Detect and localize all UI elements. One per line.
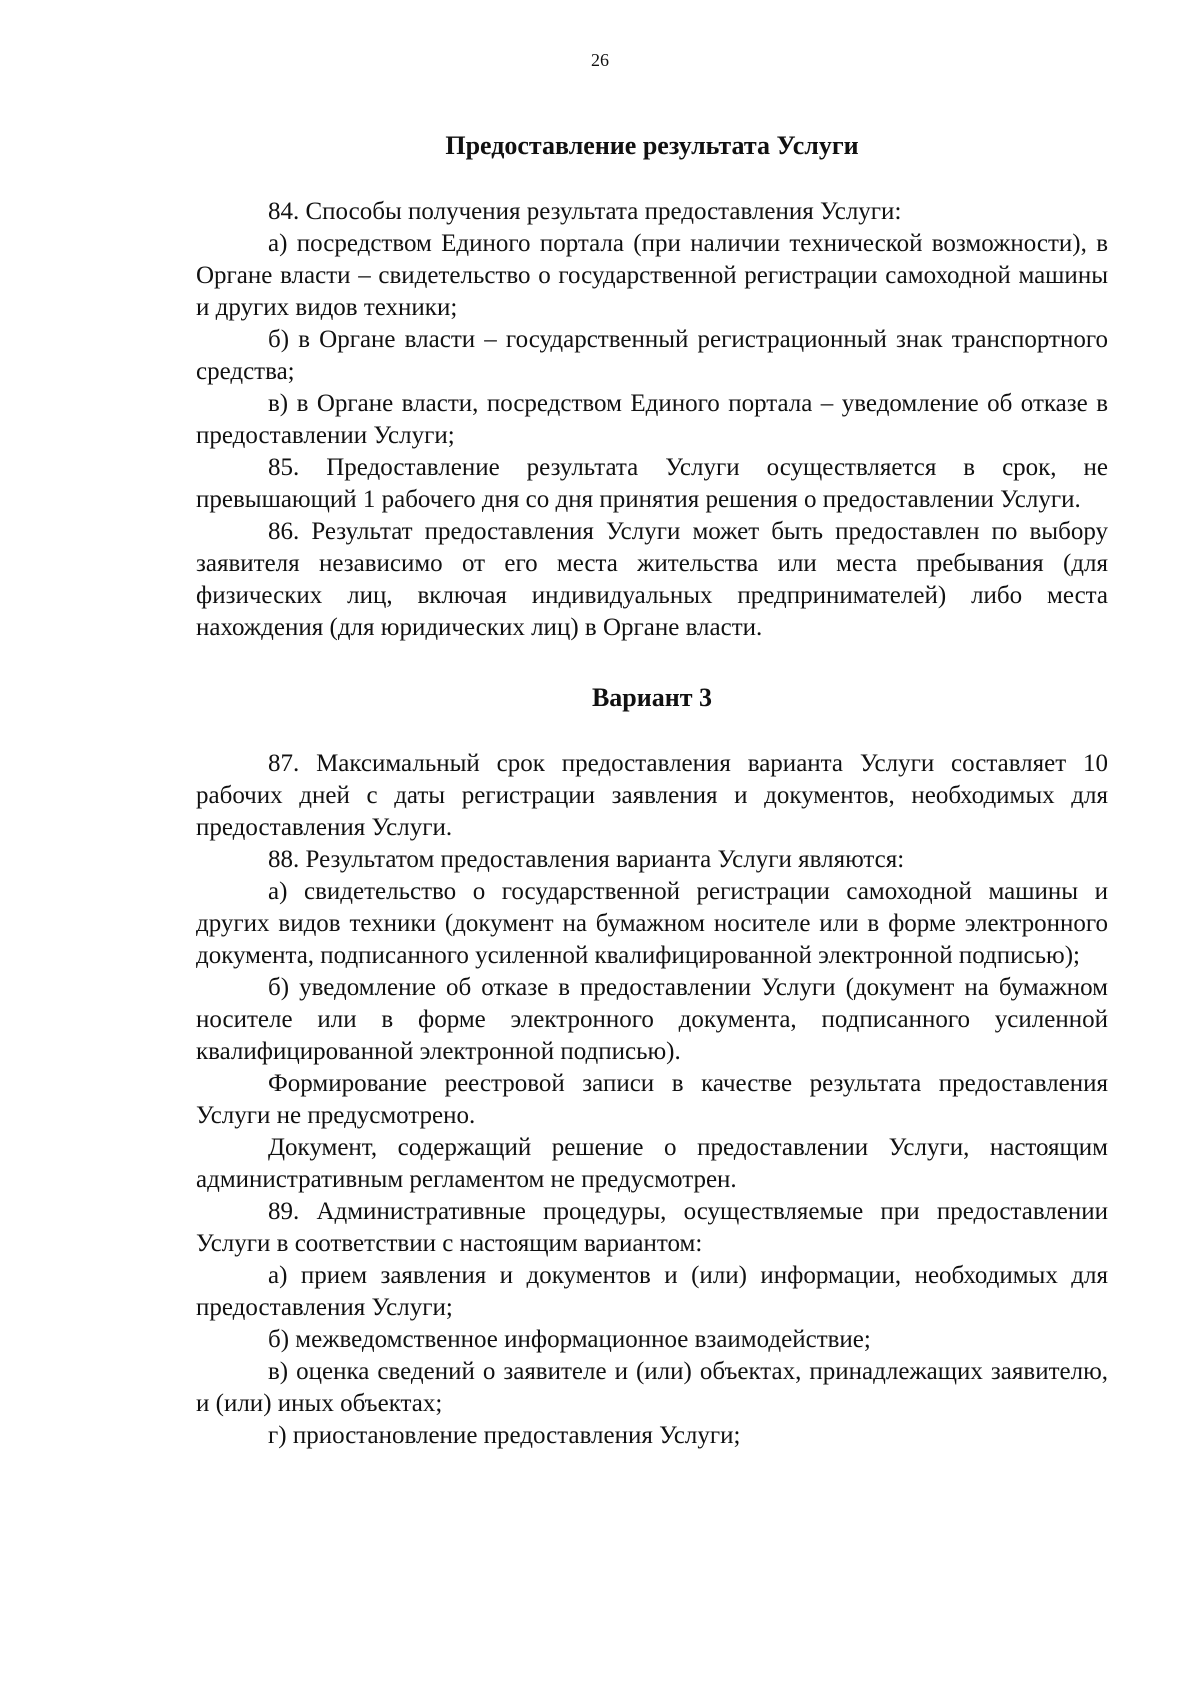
paragraph-87: 87. Максимальный срок предоставления варианта Услуги составляет 10 рабочих дней с даты регистрации заявления и документов, необходимых для предоставления Услуги. <box>196 750 1108 841</box>
document-body <box>196 116 1108 1452</box>
paragraph-88: 88. Результатом предоставления варианта Услуги являются: <box>268 846 905 873</box>
paragraph-88-a: а) свидетельство о государственной регистрации самоходной машины и других видов техники (документ на бумажном носителе или в форме электронного документа, подписанного усиленной квалифицированной электронной подписью); <box>196 878 1108 969</box>
paragraph-84-b: б) в Органе власти – государственный регистрационный знак транспортного средства; <box>196 326 1108 385</box>
paragraph-89-b: б) межведомственное информационное взаимодействие; <box>268 1326 871 1353</box>
paragraph-89-g: г) приостановление предоставления Услуги; <box>268 1422 741 1449</box>
paragraph-86: 86. Результат предоставления Услуги может быть предоставлен по выбору заявителя независимо от его места жительства или места пребывания (для физических лиц, включая индивидуальных предпринимателей) либо места нахождения (для юридических лиц) в Органе власти. <box>196 518 1108 641</box>
variant-heading: Вариант 3 <box>591 683 713 712</box>
paragraph-decision-document: Документ, содержащий решение о предоставлении Услуги, настоящим административным регламентом не предусмотрен. <box>196 1134 1108 1193</box>
paragraph-88-b: б) уведомление об отказе в предоставлении Услуги (документ на бумажном носителе или в форме электронного документа, подписанного усиленной квалифицированной электронной подписью). <box>196 974 1108 1065</box>
paragraph-registry-record: Формирование реестровой записи в качестве результата предоставления Услуги не предусмотрено. <box>196 1070 1108 1129</box>
paragraph-84-a: а) посредством Единого портала (при наличии технической возможности), в Органе власти – свидетельство о государственной регистрации самоходной машины и других видов техники; <box>196 230 1108 321</box>
paragraph-84-v: в) в Органе власти, посредством Единого портала – уведомление об отказе в предоставлении Услуги; <box>196 390 1108 449</box>
paragraph-89-a: а) прием заявления и документов и (или) информации, необходимых для предоставления Услуги; <box>196 1262 1108 1321</box>
paragraph-84: 84. Способы получения результата предоставления Услуги: <box>268 198 902 225</box>
page-number: 26 <box>591 50 609 70</box>
paragraph-85: 85. Предоставление результата Услуги осуществляется в срок, не превышающий 1 рабочего дня со дня принятия решения о предоставлении Услуги. <box>196 454 1108 513</box>
paragraph-89-v: в) оценка сведений о заявителе и (или) объектах, принадлежащих заявителю, и (или) иных объектах; <box>196 1358 1108 1417</box>
paragraph-89: 89. Административные процедуры, осуществляемые при предоставлении Услуги в соответствии с настоящим вариантом: <box>196 1198 1108 1257</box>
section-heading: Предоставление результата Услуги <box>445 131 859 160</box>
